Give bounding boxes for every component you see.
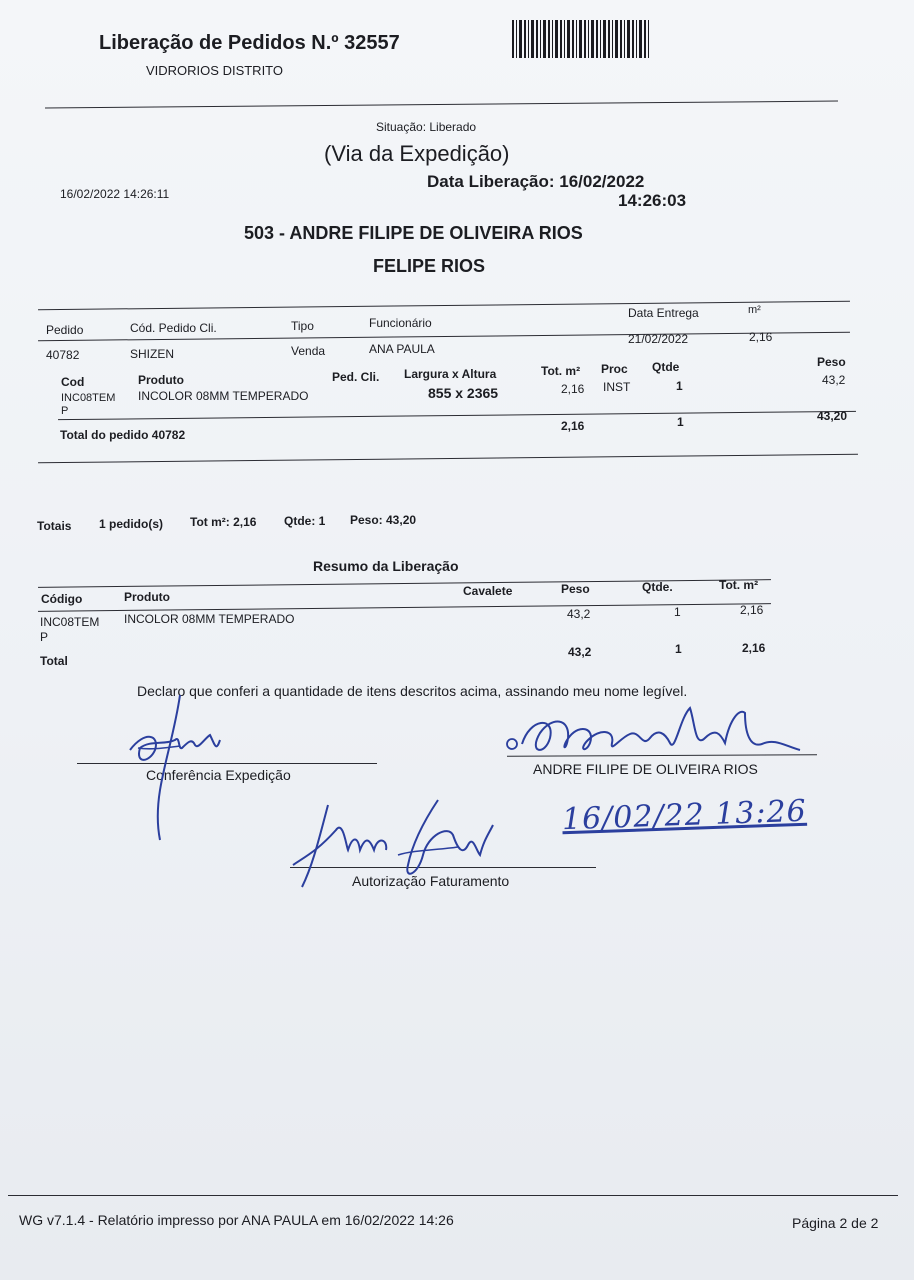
- summary-col-tot-m2: Tot. m²: [719, 578, 759, 592]
- summary-col-cavalete: Cavalete: [463, 584, 513, 598]
- summary-header-divider: [38, 603, 771, 612]
- barcode: [512, 20, 650, 58]
- val-m2: 2,16: [749, 330, 773, 344]
- order-total-m2: 2,16: [561, 419, 585, 433]
- item-cod-cont: P: [61, 405, 69, 417]
- item-col-cod: Cod: [61, 375, 85, 389]
- summary-tot-m2: 2,16: [740, 603, 764, 617]
- summary-title: Resumo da Liberação: [313, 558, 459, 574]
- summary-total-tot-m2: 2,16: [742, 641, 766, 655]
- col-funcionario: Funcionário: [369, 316, 432, 330]
- totals-peso: Peso: 43,20: [350, 513, 417, 527]
- item-cod: INC08TEM: [61, 392, 116, 404]
- order-total-label: Total do pedido 40782: [60, 428, 186, 442]
- client-signature-name: ANDRE FILIPE DE OLIVEIRA RIOS: [533, 761, 758, 777]
- item-col-peso: Peso: [817, 355, 846, 369]
- val-data-entrega: 21/02/2022: [628, 332, 689, 346]
- summary-total-label: Total: [40, 654, 68, 668]
- summary-col-produto: Produto: [124, 590, 170, 604]
- item-total-divider: [58, 411, 856, 420]
- summary-col-peso: Peso: [561, 582, 590, 596]
- item-col-tot-m2: Tot. m²: [541, 364, 581, 378]
- summary-peso: 43,2: [567, 607, 591, 621]
- item-col-ped-cli: Ped. Cli.: [332, 370, 380, 384]
- col-data-entrega: Data Entrega: [628, 306, 699, 320]
- report-title: Liberação de Pedidos N.º 32557: [99, 32, 400, 54]
- release-date: Data Liberação: 16/02/2022: [427, 172, 645, 191]
- footer-printed-by: WG v7.1.4 - Relatório impresso por ANA PAULA em 16/02/2022 14:26: [19, 1212, 454, 1228]
- item-col-produto: Produto: [138, 373, 184, 387]
- item-proc: INST: [603, 380, 631, 394]
- val-funcionario: ANA PAULA: [369, 342, 435, 356]
- totals-pedidos: 1 pedido(s): [99, 517, 164, 531]
- totals-qtde: Qtde: 1: [284, 514, 326, 528]
- situation-text: Situação: Liberado: [376, 120, 477, 134]
- item-peso: 43,2: [822, 373, 846, 387]
- summary-codigo: INC08TEM: [40, 615, 100, 629]
- company-name: VIDRORIOS DISTRITO: [146, 63, 283, 78]
- item-col-qtde: Qtde: [652, 360, 680, 374]
- autorizacao-label: Autorização Faturamento: [352, 873, 510, 889]
- totals-m2: Tot m²: 2,16: [190, 515, 257, 529]
- order-bottom-divider: [38, 454, 858, 464]
- order-top-divider: [38, 301, 850, 311]
- item-qtde: 1: [676, 379, 683, 393]
- footer-divider: [8, 1195, 898, 1196]
- item-tot-m2: 2,16: [561, 382, 585, 396]
- header-divider: [45, 101, 838, 109]
- client-name: 503 - ANDRE FILIPE DE OLIVEIRA RIOS: [244, 223, 583, 243]
- client-nickname: FELIPE RIOS: [373, 256, 486, 276]
- conferencia-label: Conferência Expedição: [146, 767, 291, 783]
- item-produto: INCOLOR 08MM TEMPERADO: [138, 389, 309, 403]
- conferencia-signature: [120, 690, 240, 850]
- client-signature: [500, 698, 830, 768]
- summary-qtde: 1: [674, 605, 681, 619]
- summary-codigo-cont: P: [40, 630, 49, 644]
- via-title: (Via da Expedição): [324, 141, 510, 166]
- col-cod-pedido-cli: Cód. Pedido Cli.: [130, 321, 217, 335]
- col-tipo: Tipo: [291, 319, 314, 333]
- handwritten-date: 16/02/22 13:26: [561, 793, 808, 838]
- printed-datetime: 16/02/2022 14:26:11: [60, 187, 170, 201]
- item-col-proc: Proc: [601, 362, 628, 376]
- summary-total-qtde: 1: [675, 642, 682, 656]
- val-cod-pedido-cli: SHIZEN: [130, 347, 175, 361]
- summary-produto: INCOLOR 08MM TEMPERADO: [124, 612, 295, 626]
- item-col-largura-altura: Largura x Altura: [404, 367, 497, 381]
- declaration-text: Declaro que conferi a quantidade de itens descritos acima, assinando meu nome legível.: [137, 683, 688, 699]
- autorizacao-signature: [288, 795, 498, 895]
- order-total-peso: 43,20: [817, 409, 848, 423]
- totals-label: Totais: [37, 519, 72, 533]
- order-total-qtde: 1: [677, 415, 684, 429]
- val-pedido: 40782: [46, 348, 80, 362]
- col-m2: m²: [748, 304, 761, 316]
- col-pedido: Pedido: [46, 323, 84, 337]
- footer-page-number: Página 2 de 2: [792, 1215, 879, 1231]
- summary-col-codigo: Código: [41, 592, 83, 606]
- release-time: 14:26:03: [618, 191, 687, 210]
- summary-col-qtde: Qtde.: [642, 580, 673, 594]
- summary-total-peso: 43,2: [568, 645, 592, 659]
- item-dimensions: 855 x 2365: [428, 385, 499, 401]
- val-tipo: Venda: [291, 344, 326, 358]
